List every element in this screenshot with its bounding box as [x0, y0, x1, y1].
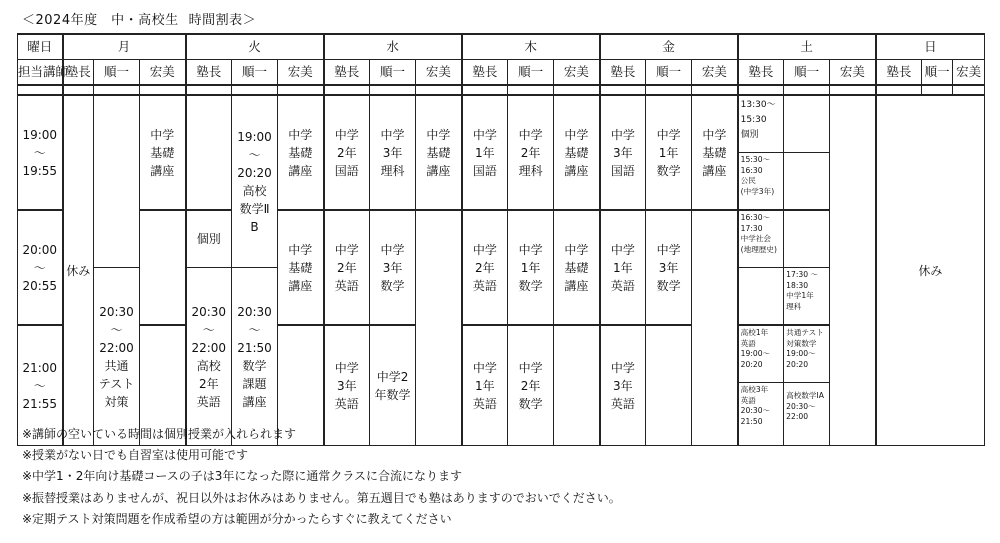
- teacher-jukucho: 塾長: [876, 60, 922, 86]
- sat-jukucho-empty: [738, 268, 784, 326]
- sat-jukucho-slot-5: 高校1年 英語 19:00～ 20:20: [738, 325, 784, 383]
- note-item: ※振替授業はありませんが、祝日以外はお休みはありません。第五週目でも塾はありますのでおいでください。: [22, 490, 621, 505]
- sat-junichi-slot-6: 高校数学ⅠA 20:30～ 22:00: [784, 383, 830, 446]
- teacher-junichi: 順一: [784, 60, 830, 86]
- mon-hiromi-empty: [140, 210, 186, 325]
- teacher-junichi: 順一: [370, 60, 416, 86]
- teacher-hiromi: 宏美: [953, 60, 985, 86]
- day-sun: 日: [876, 34, 985, 60]
- wed-junichi-class-a: 中学 3年 理科: [370, 95, 416, 210]
- note-item: ※授業がない日でも自習室は使用可能です: [22, 448, 249, 463]
- fri-hiromi-class-a: 中学 基礎 講座: [692, 95, 738, 210]
- fri-junichi-class-a: 中学 1年 数学: [646, 95, 692, 210]
- fri-jukucho-class-b: 中学 1年 英語: [600, 210, 646, 325]
- time-slot-3: 21:00 ～ 21:55: [18, 325, 63, 446]
- timetable: [17, 33, 985, 446]
- mon-junichi-class-b: 20:30 ～ 22:00 共通 テスト 対策: [94, 268, 140, 446]
- teacher-jukucho: 塾長: [63, 60, 94, 86]
- fri-jukucho-class-c: 中学 3年 英語: [600, 325, 646, 446]
- notes-list: [22, 424, 621, 530]
- page-title: [22, 9, 256, 28]
- teacher-header-row: [18, 60, 985, 86]
- day-thu: 木: [462, 34, 600, 60]
- thu-jukucho-class-c: 中学 1年 英語: [462, 325, 508, 446]
- teacher-hiromi: 宏美: [416, 60, 462, 86]
- fri-hiromi-empty: [692, 210, 738, 446]
- teacher-junichi: 順一: [94, 60, 140, 86]
- teacher-jukucho: 塾長: [738, 60, 784, 86]
- sat-junichi-slot-5: 共通テスト 対策数学 19:00～ 20:20: [784, 325, 830, 383]
- sat-junichi-empty: [784, 210, 830, 268]
- thu-junichi-class-c: 中学 2年 数学: [508, 325, 554, 446]
- tue-hiromi-class-b: 中学 基礎 講座: [278, 210, 324, 325]
- fri-junichi-empty: [646, 325, 692, 446]
- sat-hiromi-empty: [830, 95, 876, 446]
- sat-junichi-empty: [784, 95, 830, 153]
- fri-junichi-class-b: 中学 3年 数学: [646, 210, 692, 325]
- thu-hiromi-class-b: 中学 基礎 講座: [554, 210, 600, 325]
- tue-junichi-class-c: 20:30 ～ 21:50 数学 課題 講座: [232, 268, 278, 446]
- wed-hiromi-empty: [416, 210, 462, 446]
- wed-jukucho-class-b: 中学 2年 英語: [324, 210, 370, 325]
- thu-jukucho-class-a: 中学 1年 国語: [462, 95, 508, 210]
- time-slot-2: 20:00 ～ 20:55: [18, 210, 63, 325]
- period-row: [18, 95, 985, 153]
- tantou-label: 担当講師: [18, 60, 63, 86]
- teacher-hiromi: 宏美: [554, 60, 600, 86]
- sat-jukucho-slot-6: 高校3年 英語 20:30～ 21:50: [738, 383, 784, 446]
- wed-junichi-class-b: 中学 3年 数学: [370, 210, 416, 325]
- teacher-jukucho: 塾長: [186, 60, 232, 86]
- wed-jukucho-class-c: 中学 3年 英語: [324, 325, 370, 446]
- day-sat: 土: [738, 34, 876, 60]
- note-item: ※講師の空いている時間は個別授業が入れられます: [22, 427, 297, 441]
- title-part-a: ＜2024年度 中・高校生: [22, 13, 179, 28]
- thu-hiromi-class-a: 中学 基礎 講座: [554, 95, 600, 210]
- mon-junichi-empty: [94, 95, 140, 268]
- youbi-label: 曜日: [18, 34, 63, 60]
- sat-jukucho-slot-1: 13:30～ 15:30 個別: [738, 95, 784, 153]
- teacher-hiromi: 宏美: [830, 60, 876, 86]
- day-header-row: [18, 34, 985, 60]
- wed-hiromi-class-a: 中学 基礎 講座: [416, 95, 462, 210]
- sun-off: 休み: [876, 95, 985, 446]
- sat-junichi-empty: [784, 153, 830, 211]
- day-tue: 火: [186, 34, 324, 60]
- teacher-hiromi: 宏美: [278, 60, 324, 86]
- teacher-junichi: 順一: [646, 60, 692, 86]
- tue-jukucho-class-c: 20:30 ～ 22:00 高校 2年 英語: [186, 268, 232, 446]
- time-slot-1: 19:00 ～ 19:55: [18, 95, 63, 210]
- teacher-jukucho: 塾長: [324, 60, 370, 86]
- sat-jukucho-slot-2: 15:30～ 16:30 公民 (中学3年): [738, 153, 784, 211]
- note-item: ※中学1・2年向け基礎コースの子は3年になった際に通常クラスに合流になります: [22, 469, 463, 484]
- gap-row: [18, 85, 985, 95]
- teacher-jukucho: 塾長: [462, 60, 508, 86]
- title-part-b: 時間割表＞: [188, 13, 257, 28]
- mon-jukucho-off: 休み: [63, 95, 94, 446]
- sat-jukucho-slot-3: 16:30～ 17:30 中学社会 (地理歴史): [738, 210, 784, 268]
- teacher-jukucho: 塾長: [600, 60, 646, 86]
- note-item: ※定期テスト対策問題を作成希望の方は範囲が分かったらすぐに教えてください: [22, 511, 452, 526]
- tue-hiromi-class-a: 中学 基礎 講座: [278, 95, 324, 210]
- tue-jukucho-kobetsu: 個別: [186, 210, 232, 268]
- tue-jukucho-empty: [186, 95, 232, 210]
- fri-jukucho-class-a: 中学 3年 国語: [600, 95, 646, 210]
- sat-junichi-slot-4: 17:30 ～ 18:30 中学1年 理科: [784, 268, 830, 326]
- thu-junichi-class-b: 中学 1年 数学: [508, 210, 554, 325]
- day-fri: 金: [600, 34, 738, 60]
- teacher-hiromi: 宏美: [140, 60, 186, 86]
- teacher-junichi: 順一: [508, 60, 554, 86]
- wed-junichi-class-c: 中学2 年数学: [370, 325, 416, 446]
- thu-jukucho-class-b: 中学 2年 英語: [462, 210, 508, 325]
- thu-junichi-class-a: 中学 2年 理科: [508, 95, 554, 210]
- teacher-hiromi: 宏美: [692, 60, 738, 86]
- teacher-junichi: 順一: [922, 60, 953, 86]
- tue-junichi-class-a: 19:00 ～ 20:20 高校 数学Ⅱ B: [232, 95, 278, 268]
- teacher-junichi: 順一: [232, 60, 278, 86]
- day-mon: 月: [63, 34, 186, 60]
- mon-hiromi-class-a: 中学 基礎 講座: [140, 95, 186, 210]
- wed-jukucho-class-a: 中学 2年 国語: [324, 95, 370, 210]
- day-wed: 水: [324, 34, 462, 60]
